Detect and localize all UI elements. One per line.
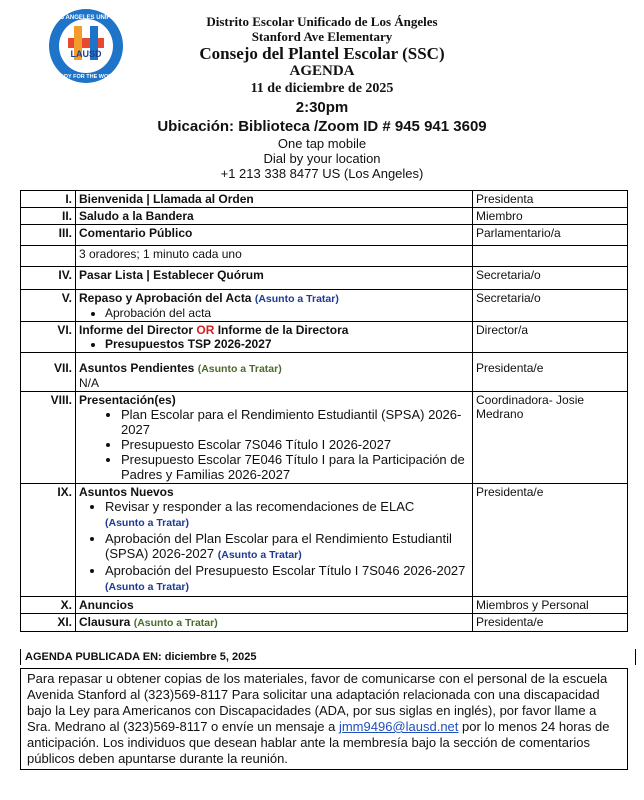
item-number: IX. <box>21 484 76 597</box>
or-label: OR <box>196 323 215 337</box>
item-title: Bienvenida | Llamada al Orden <box>79 192 254 206</box>
list-item: • Aprobación del Presupuesto Escolar Título I 7S046 2026-2027 (Asunto a Tratar) <box>105 563 469 595</box>
item-role: Secretaria/o <box>473 290 628 322</box>
item-number: V. <box>21 290 76 322</box>
list-item: • Aprobación del acta <box>105 306 469 320</box>
item-role: Presidenta <box>473 191 628 208</box>
item-title: Anuncios <box>79 598 134 612</box>
item-role: Parlamentario/a <box>473 225 628 246</box>
item-number: VIII. <box>21 392 76 484</box>
item-role: Presidenta/e <box>473 484 628 597</box>
meeting-location: Ubicación: Biblioteca /Zoom ID # 945 941 3609 <box>157 118 487 135</box>
item-number: XI. <box>21 614 76 632</box>
item-title: Repaso y Aprobación del Acta <box>79 291 252 305</box>
item-role: Presidenta/e <box>473 614 628 632</box>
list-item: • Plan Escolar para el Rendimiento Estudiantil (SPSA) 2026-2027 <box>121 407 469 437</box>
item-note: N/A <box>79 376 100 390</box>
school-name: Stanford Ave Elementary <box>251 29 393 44</box>
logo-bottom-text: READY FOR THE WORLD <box>52 74 120 80</box>
item-number: III. <box>21 225 76 246</box>
agenda-table <box>20 190 628 632</box>
list-item: • Presupuesto Escolar 7S046 Título I 2026-2027 <box>121 437 469 452</box>
logo-top-text: LOS ANGELES UNIFIED <box>51 15 121 21</box>
item-number: X. <box>21 597 76 614</box>
item-role: Coordinadora- Josie Medrano <box>473 392 628 484</box>
agenda-row <box>21 392 628 484</box>
item-title: Clausura <box>79 615 131 629</box>
tap-mobile: One tap mobile <box>277 136 367 151</box>
agenda-row <box>21 322 628 353</box>
footer-text: Para repasar u obtener copias de los materiales, favor de comunicarse con el personal de la escuela Avenida Stanford al (323)569-8117 Para solicitar una adaptación relacionada con una discapacidad bajo la Ley para Americanos con Discapacidades (ADA, por sus siglas en inglés), por favor llame a Sra. Medrano al (323)569-8117 o envíe un mensaje a <box>27 671 608 734</box>
agenda-title: AGENDA <box>289 63 355 79</box>
action-tag: (Asunto a Tratar) <box>133 617 218 629</box>
agenda-row <box>21 191 628 208</box>
agenda-row <box>21 614 628 632</box>
list-item: • Revisar y responder a las recomendaciones de ELAC (Asunto a Tratar) <box>105 499 469 531</box>
item-title: Pasar Lista | Establecer Quórum <box>79 268 264 282</box>
meeting-time: 2:30pm <box>295 99 349 116</box>
item-number: I. <box>21 191 76 208</box>
published-date: AGENDA PUBLICADA EN: diciembre 5, 2025 <box>20 649 636 665</box>
item-title: Presentación(es) <box>79 393 176 407</box>
action-tag: (Asunto a Tratar) <box>105 517 190 529</box>
item-role: Presidenta/e <box>473 353 628 392</box>
item-title: Comentario Público <box>79 226 193 240</box>
agenda-row <box>21 353 628 392</box>
footer-notice <box>20 668 628 770</box>
agenda-row <box>21 484 628 597</box>
footer-text: por lo menos 24 horas de anticipación. Los individuos que desean hablar ante la membresía bajo la sección de comentarios públicos deben apuntarse durante la reunión. <box>27 719 610 766</box>
council-title: Consejo del Plantel Escolar (SSC) <box>199 44 445 63</box>
item-title: Informe de la Directora <box>217 323 349 337</box>
agenda-row <box>21 290 628 322</box>
action-tag: (Asunto a Tratar) <box>197 363 282 375</box>
action-tag: (Asunto a Tratar) <box>217 549 302 561</box>
item-title: Asuntos Nuevos <box>79 485 174 499</box>
item-number: VI. <box>21 322 76 353</box>
agenda-row <box>21 597 628 614</box>
item-note: 3 oradores; 1 minuto cada uno <box>76 246 473 267</box>
dial-location: Dial by your location <box>263 151 381 166</box>
district-name: Distrito Escolar Unificado de Los Ángeles <box>206 14 438 29</box>
list-item: • Aprobación del Plan Escolar para el Rendimiento Estudiantil (SPSA) 2026-2027 (Asunto a Tratar) <box>105 531 469 563</box>
item-number: VII. <box>21 353 76 392</box>
item-title: Saludo a la Bandera <box>79 209 194 223</box>
agenda-row <box>21 208 628 225</box>
phone-number: +1 213 338 8477 US (Los Angeles) <box>220 166 424 181</box>
item-role: Miembros y Personal <box>473 597 628 614</box>
email-link[interactable]: jmm9496@lausd.net <box>338 719 459 734</box>
item-role: Miembro <box>473 208 628 225</box>
list-item: • Presupuestos TSP 2026-2027 <box>105 337 469 351</box>
header <box>0 14 644 181</box>
item-number: II. <box>21 208 76 225</box>
meeting-date: 11 de diciembre de 2025 <box>250 81 394 96</box>
action-tag: (Asunto a Tratar) <box>105 581 190 593</box>
agenda-row <box>21 267 628 290</box>
logo-letters: LAUSD <box>70 49 102 59</box>
agenda-row <box>21 246 628 267</box>
item-title: Informe del Director <box>79 323 194 337</box>
item-role: Director/a <box>473 322 628 353</box>
list-item: • Presupuesto Escolar 7E046 Título I para la Participación de Padres y Familias 2026-2027 <box>121 452 469 482</box>
item-title: Asuntos Pendientes <box>79 361 195 375</box>
item-role: Secretaria/o <box>473 267 628 290</box>
agenda-row <box>21 225 628 246</box>
action-tag: (Asunto a Tratar) <box>254 293 339 305</box>
item-number: IV. <box>21 267 76 290</box>
